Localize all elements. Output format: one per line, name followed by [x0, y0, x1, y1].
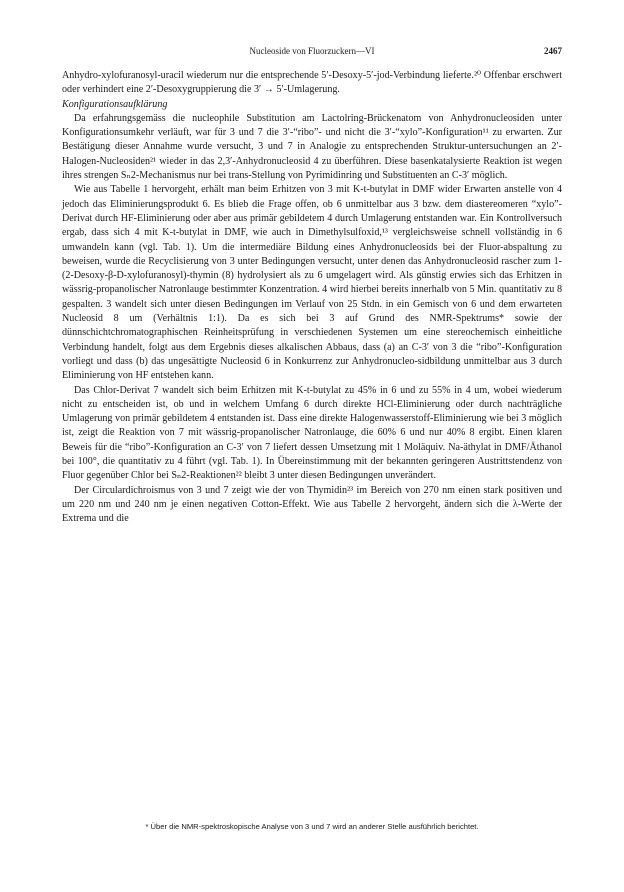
page-header	[62, 44, 562, 58]
footnote: * Über die NMR-spektroskopische Analyse von 3 und 7 wird an anderer Stelle ausführlich berichtet.	[145, 822, 479, 831]
paragraph: Das Chlor-Derivat 7 wandelt sich beim Erhitzen mit K-t-butylat zu 45% in 6 und zu 55% in 4 um, wobei wiederum nicht zu entscheiden ist, ob und in welchem Umfang 6 durch direkte HCl-Eliminierung oder durch nachträgliche Umlagerung von primär gebildetem 4 entstanden ist. Dass eine direkte Halogenwasserstoff-Eliminierung wie bei 3 möglich ist, zeigt die Reaktion von 7 mit wässrig-propanolischer Natronlauge, die 60% 6 und nur 40% 8 ergibt. Einen klaren Beweis für die “ribo”-Konfiguration an C-3′ von 7 liefert dessen Umsetzung mit 1 Moläquiv. Na-äthylat in DMF/Äthanol bei 100°, die quantitativ zu 4 führt (vgl. Tab. 1). In Übereinstimmung mit der bekannten geringeren Austrittstendenz von Fluor gegenüber Chlor bei Sₙ2-Reaktionen²² bleibt 3 unter diesen Bedingungen unverändert.	[62, 384, 562, 482]
paragraph: Wie aus Tabelle 1 hervorgeht, erhält man beim Erhitzen von 3 mit K-t-butylat in DMF wider Erwarten anstelle von 4 jedoch das Eliminierungsprodukt 6. Es blieb die Frage offen, ob 6 unmittelbar aus 3 bzw. dem diastereomeren “xylo”-Derivat durch HF-Eliminierung oder aber aus primär gebildetem 4 durch Umlagerung entstanden war. Ein Kontrollversuch ergab, dass sich 4 mit K-t-butylat in DMF, wie auch in Dimethylsulfoxid,¹³ vergleichsweise schnell vollständig in 6 umwandeln kann (vgl. Tab. 1). Um die intermediäre Bildung eines Anhydronucleosids bei der Fluor-abspaltung zu beweisen, wurde die Recyclisierung von 3 unter Bedingungen versucht, unter denen das Anhydronucleosid rascher zum 1-(2-Desoxy-β-D-xylofuranosyl)-thymin (8) hydrolysiert als zu 6 umgelagert wird. Als günstig erwies sich das Erhitzen in wässrig-propanolischer Natronlauge bestimmter Konzentration. 4 wird hierbei bereits innerhalb von 5 Min. quantitativ zu 8 gespalten. 3 wandelt sich unter diesen Bedingungen im Verlauf von 25 Stdn. in ein Gemisch von 6 und dem erwarteten Nucleosid 8 um (Verhältnis 1:1). Da es sich bei 3 auf Grund des NMR-Spektrums* sowie der dünnschichtchromatographischen Reinheitsprüfung in verschiedenen Systemen um eine stereochemisch einheitliche Verbindung handelt, folgt aus dem Ergebnis dieses alkalischen Abbaus, dass (a) an C-3′ von 3 die “ribo”-Konfiguration vorliegt und dass (b) das ungesättigte Nucleosid 6 in Konkurrenz zur Anhydronucleo-sidbildung unmittelbar aus 3 durch Eliminierung von HF entstehen kann.	[62, 184, 562, 382]
body-text	[62, 69, 562, 527]
page-number: 2467	[544, 46, 562, 56]
paragraph: Da erfahrungsgemäss die nucleophile Substitution am Lactolring-Brückenatom von Anhydronucleosiden unter Konfigurationsumkehr verläuft, war für 3 und 7 die 3′-“ribo”- und nicht die 3′-“xylo”-Konfiguration¹¹ zu erwarten. Zur Bestätigung dieser Annahme wurde versucht, 3 und 7 in Analogie zu entsprechenden Struktur-untersuchungen an 2′-Halogen-Nucleosiden²¹ wieder in das 2,3′-Anhydronucleosid 4 zu überführen. Diese basenkatalysierte Reaktion ist wegen ihres strengen Sₙ2-Mechanismus nur bei trans-Stellung von Pyrimidinring und Substituenten an C-3′ möglich.	[62, 112, 562, 182]
paragraph-continuation: Anhydro-xylofuranosyl-uracil wiederum nur die entsprechende 5′-Desoxy-5′-jod-Verbindung lieferte.²⁰ Offenbar erschwert oder verhindert eine 2′-Desoxygruppierung die 3′ → 5′-Umlagerung.	[62, 70, 562, 96]
paragraph: Der Circulardichroismus von 3 und 7 zeigt wie der von Thymidin²³ im Bereich von 270 nm einen stark positiven und um 220 nm und 240 nm je einen negativen Cotton-Effekt. Wie aus Tabelle 2 hervorgeht, ändern sich die λ-Werte der Extrema und die	[62, 484, 562, 525]
section-heading: Konfigurationsaufklärung	[62, 98, 168, 110]
running-title: Nucleoside von Fluorzuckern—VI	[249, 46, 375, 56]
